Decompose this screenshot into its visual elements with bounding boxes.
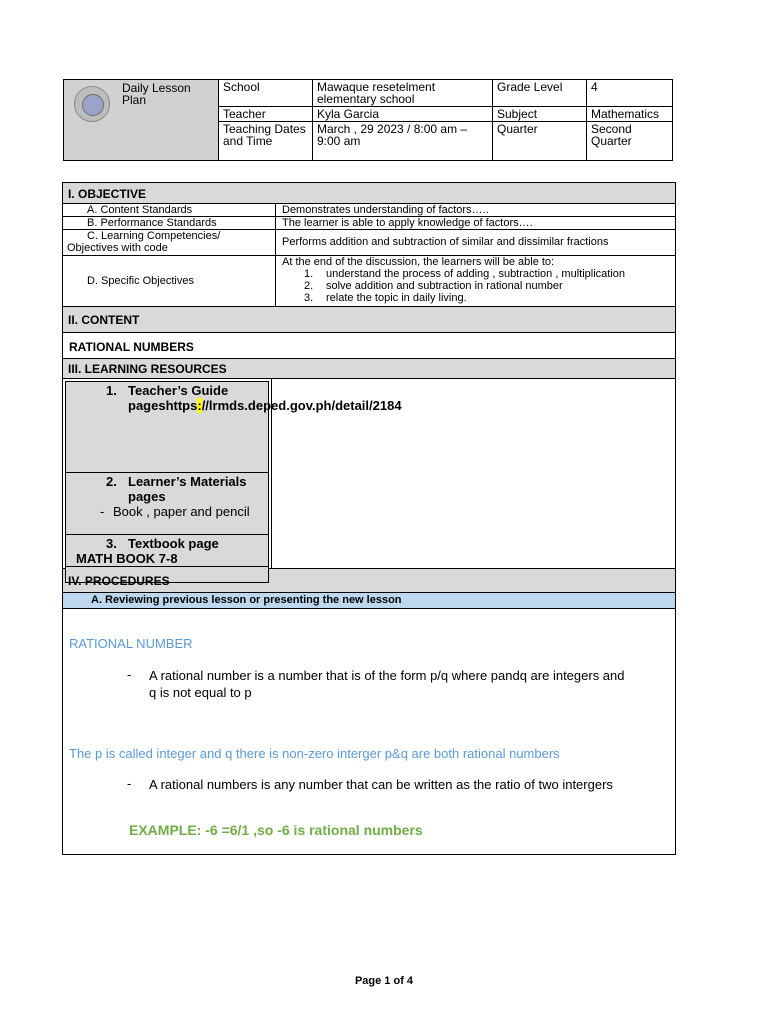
- resources-left-column: [63, 379, 402, 568]
- bullet-dash: -: [127, 667, 132, 682]
- grade-value: 4: [587, 80, 673, 107]
- example-text: EXAMPLE: -6 =6/1 ,so -6 is rational numbers: [129, 822, 423, 838]
- definition-text: A rational number is a number that is of the form p/q where pandq are integers and q is not equal to p: [149, 668, 625, 700]
- procedure-content: [62, 609, 676, 855]
- page-number: Page 1 of 4: [354, 975, 414, 987]
- doc-title: Daily Lesson Plan: [122, 81, 191, 107]
- content-heading: II. CONTENT: [62, 307, 676, 333]
- quarter-label: Quarter: [493, 122, 587, 161]
- specific-objectives-intro: At the end of the discussion, the learners will be able to:: [282, 256, 555, 268]
- objective-heading: I. OBJECTIVE: [62, 182, 676, 204]
- item-number: 3.: [106, 536, 117, 551]
- dates-label: Teaching Dates and Time: [219, 122, 313, 161]
- competencies-label: C. Learning Competencies/ Objectives with code: [63, 230, 276, 255]
- grade-label: Grade Level: [493, 80, 587, 107]
- lesson-body: [62, 182, 676, 855]
- performance-standards-value: The learner is able to apply knowledge of factors….: [282, 217, 533, 229]
- textbook-subtext: MATH BOOK 7-8: [76, 551, 178, 566]
- specific-objectives-label: D. Specific Objectives: [63, 256, 276, 306]
- content-standards-row: [62, 204, 676, 217]
- content-standards-value: Demonstrates understanding of factors…..: [282, 204, 489, 216]
- quarter-value: Second Quarter: [587, 122, 673, 161]
- school-label: School: [219, 80, 313, 107]
- competencies-row: [62, 230, 676, 256]
- resources-heading: III. LEARNING RESOURCES: [62, 359, 676, 379]
- specific-objectives-row: [62, 256, 676, 307]
- teacher-value: Kyla Garcia: [313, 107, 493, 122]
- subject-value: Mathematics: [587, 107, 673, 122]
- materials-subitem: - Book , paper and pencil: [100, 504, 250, 519]
- procedure-a-band: A. Reviewing previous lesson or presenting the new lesson: [62, 593, 676, 609]
- header-logo-cell: [64, 80, 219, 161]
- competencies-value: Performs addition and subtraction of similar and dissimilar fractions: [282, 236, 609, 248]
- school-value: Mawaque resetelment elementary school: [313, 80, 493, 107]
- item-number: 1.: [106, 383, 117, 398]
- objective-item: 1. understand the process of adding , subtraction , multiplication: [304, 268, 626, 280]
- content-standards-label: A. Content Standards: [63, 204, 276, 216]
- procedures-heading: IV. PROCEDURES: [62, 569, 676, 593]
- performance-standards-row: [62, 217, 676, 230]
- textbook-item: [65, 535, 269, 567]
- teachers-guide-text: Teacher’s Guide pageshttps://lrmds.deped.gov.ph/detail/2184: [128, 383, 402, 413]
- ratio-definition-text: A rational numbers is any number that can be written as the ratio of two intergers: [149, 777, 613, 792]
- rational-number-heading: RATIONAL NUMBER: [69, 636, 193, 651]
- teacher-label: Teacher: [219, 107, 313, 122]
- bullet-dash: -: [127, 776, 132, 791]
- learners-materials-text: Learner’s Materials pages: [128, 474, 247, 504]
- subject-label: Subject: [493, 107, 587, 122]
- dates-value: March , 29 2023 / 8:00 am – 9:00 am: [313, 122, 493, 161]
- objective-item: 3. relate the topic in daily living.: [304, 292, 467, 304]
- content-value: RATIONAL NUMBERS: [62, 333, 676, 359]
- specific-objectives-value: [276, 256, 675, 306]
- textbook-text: Textbook page: [128, 536, 219, 551]
- learners-materials-item: [65, 473, 269, 535]
- performance-standards-label: B. Performance Standards: [63, 217, 276, 229]
- lesson-header-table: [63, 79, 673, 161]
- objective-item: 2. solve addition and subtraction in rational number: [304, 280, 563, 292]
- deped-seal-logo: [74, 86, 110, 122]
- learning-resources-block: [62, 379, 676, 569]
- integer-note-text: The p is called integer and q there is non-zero interger p&q are both rational numbers: [69, 746, 560, 761]
- item-number: 2.: [106, 474, 117, 489]
- teachers-guide-item: [65, 381, 402, 473]
